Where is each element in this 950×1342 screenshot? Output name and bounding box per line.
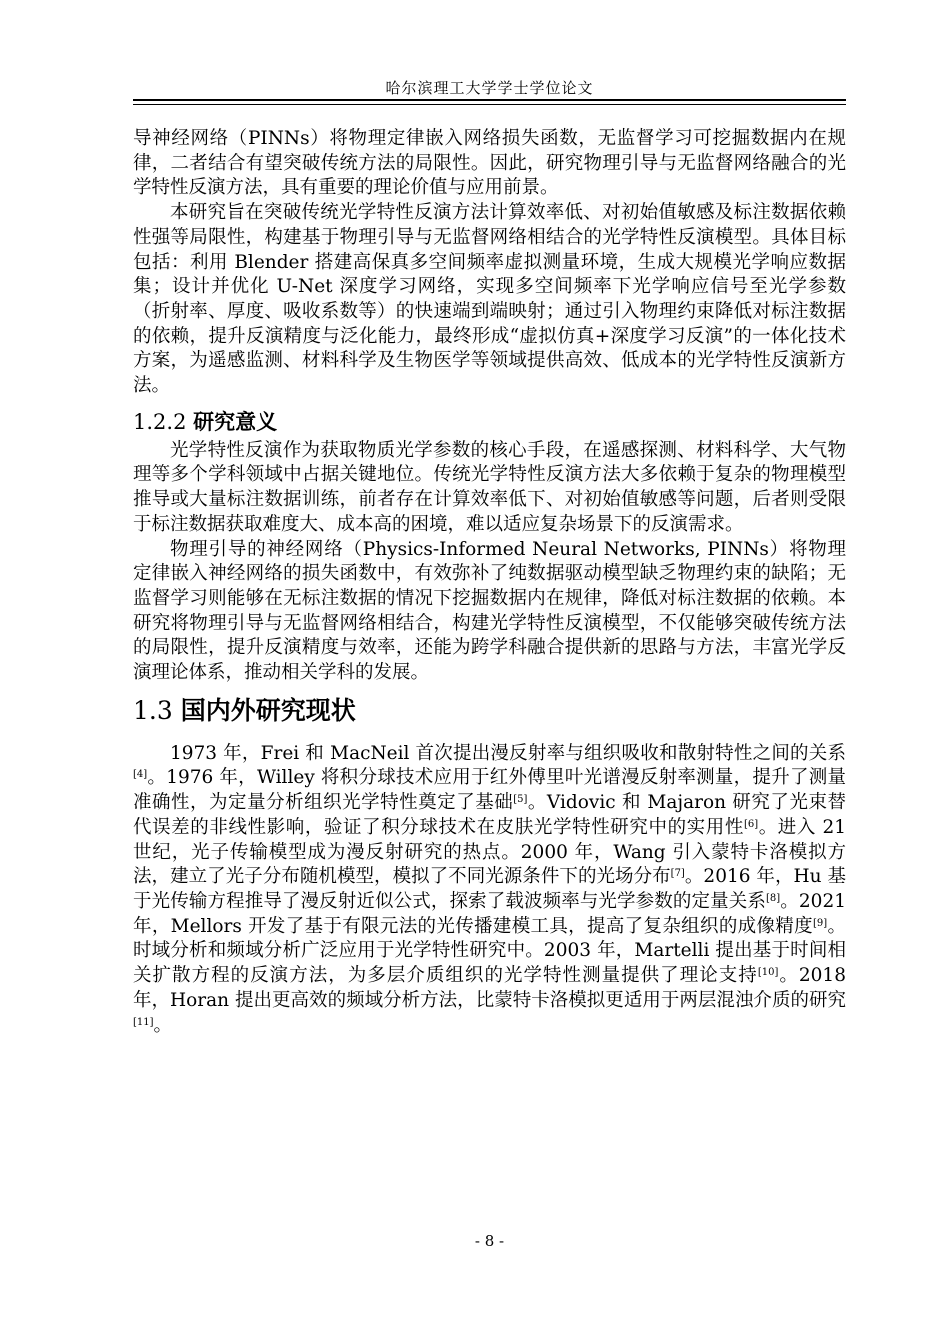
text-run: 。1976 年，Willey 将积分球技术应用于红外傅里叶光谱漫反射率测量，提升了测量准确性，为定量分析组织光学特性奠定了基础	[133, 767, 846, 814]
citation-ref: [4]	[133, 769, 148, 781]
text-run: 。Vidovic 和 Majaron 研究了光束替代误差的非线性影响，验证了积分球技术在皮肤光学特性研究中的实用性	[133, 792, 846, 838]
running-header: 哈尔滨理工大学学士学位论文	[385, 79, 594, 97]
text-run: 。2018 年，Horan 提出更高效的频域分析方法，比蒙特卡洛模拟更适用于两层混浊介质的研究	[133, 965, 846, 1011]
text-run: 。2016 年，Hu 基于光传输方程推导了漫反射近似公式，探索了载波频率与光学参数的定量关系	[133, 866, 846, 912]
citation-ref: [11]	[133, 1016, 154, 1028]
citation-ref: [7]	[670, 868, 685, 880]
citation-ref: [10]	[757, 967, 779, 979]
page-number: - 8 -	[474, 1232, 505, 1250]
section-number: 1.2.2	[133, 409, 187, 434]
section-heading-1-2-2	[133, 407, 846, 437]
citation-ref: [6]	[743, 818, 759, 830]
section-heading-1-3	[133, 694, 846, 728]
citation-ref: [5]	[513, 794, 528, 806]
header-rule-thick	[133, 99, 846, 101]
text-run: 。时域分析和频域分析广泛应用于光学特性研究中。2003 年，Martelli 提出基于时间相关扩散方程的反演方法，为多层介质组织的光学特性测量提供了理论支持	[133, 915, 846, 987]
paragraph-continued: 导神经网络（PINNs）将物理定律嵌入网络损失函数，无监督学习可挖掘数据内在规律，二者结合有望突破传统方法的局限性。因此，研究物理引导与无监督网络融合的光学特性反演方法，具有重要的理论价值与应用前景。	[133, 128, 846, 199]
section-title: 研究意义	[193, 409, 278, 434]
text-run: 。2021 年，Mellors 开发了基于有限元法的光传播建模工具，提高了复杂组织的成像精度	[133, 890, 846, 937]
citation-ref: [8]	[766, 892, 781, 904]
text-run: 。	[153, 1014, 173, 1036]
body-text	[133, 127, 846, 1038]
paragraph-significance-1: 光学特性反演作为获取物质光学参数的核心手段，在遥感探测、材料科学、大气物理等多个学科领域中占据关键地位。传统光学特性反演方法大多依赖于复杂的物理模型推导或大量标注数据训练，前者存在计算效率低下、对初始值敏感等问题，后者则受限于标注数据获取难度大、成本高的困境，难以适应复杂场景下的反演需求。	[133, 439, 846, 535]
citation-ref: [9]	[812, 917, 828, 929]
section-title: 国内外研究现状	[180, 695, 356, 725]
paragraph-research-status	[133, 742, 846, 1038]
paragraph-research-goals: 本研究旨在突破传统光学特性反演方法计算效率低、对初始值敏感及标注数据依赖性强等局限性，构建基于物理引导与无监督网络相结合的光学特性反演模型。具体目标包括：利用 Blender 搭建高保真多空间频率虚拟测量环境，生成大规模光学响应数据集；设计并优化 U-Net 深度学习网络，实现多空间频率下光学响应信号至光学参数（折射率、厚度、吸收系数等）的快速端到端映射；通过引入物理约束降低对标注数据的依赖，提升反演精度与泛化能力，最终形成“虚拟仿真+深度学习反演”的一体化技术方案，为遥感监测、材料科学及生物医学等领域提供高效、低成本的光学特性反演新方法。	[133, 202, 846, 397]
text-run: 。进入 21 世纪，光子传输模型成为漫反射研究的热点。2000 年，Wang 引入蒙特卡洛模拟方法，建立了光子分布随机模型，模拟了不同光源条件下的光场分布	[133, 816, 846, 888]
header-rule-thin	[133, 104, 846, 105]
paragraph-significance-2: 物理引导的神经网络（Physics-Informed Neural Networks, PINNs）将物理定律嵌入神经网络的损失函数中，有效弥补了纯数据驱动模型缺乏物理约束的缺陷；无监督学习则能够在无标注数据的情况下挖掘数据内在规律，降低对标注数据的依赖。本研究将物理引导与无监督网络相结合，构建光学特性反演模型，不仅能够突破传统方法的局限性，提升反演精度与效率，还能为跨学科融合提供新的思路与方法，丰富光学反演理论体系，推动相关学科的发展。	[133, 538, 846, 684]
text-run: 1973 年，Frei 和 MacNeil 首次提出漫反射率与组织吸收和散射特性之间的关系	[170, 742, 846, 764]
section-number: 1.3	[133, 695, 173, 725]
